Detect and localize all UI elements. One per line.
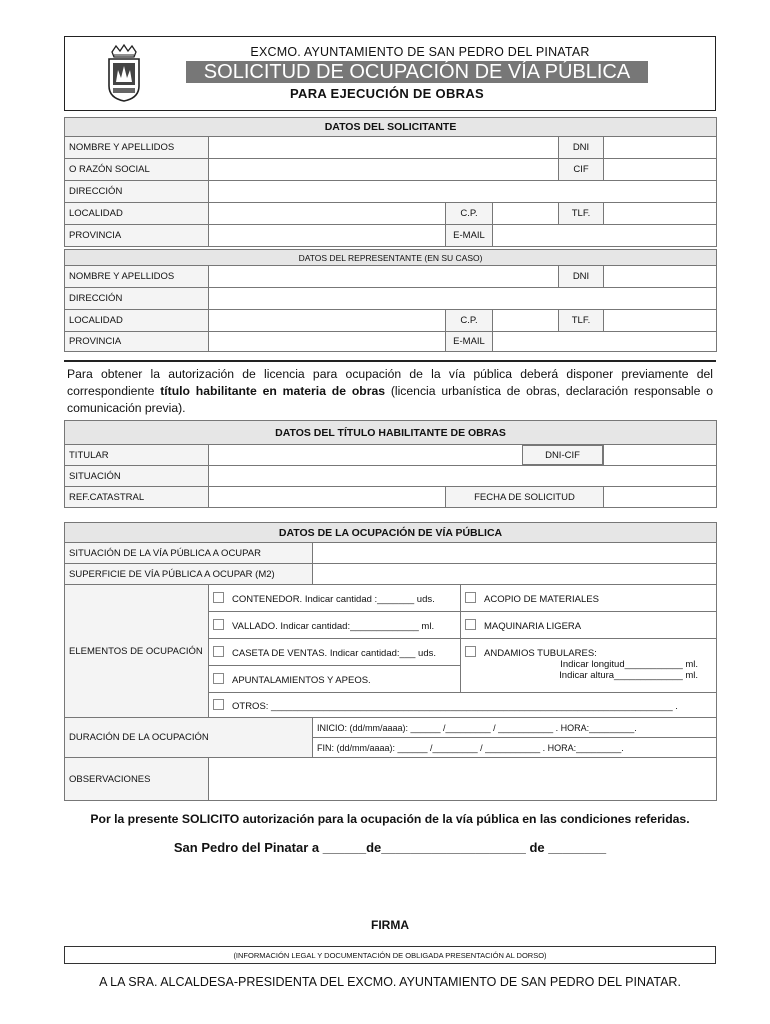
otros-option[interactable] [209, 693, 717, 718]
maquinaria-option[interactable] [461, 612, 717, 639]
rep-email-label: E-MAIL [446, 332, 493, 352]
rep-nombre-field[interactable] [209, 266, 559, 288]
paragraph-text: Para obtener la autorización de licencia para ocupación de la vía pública deberá disponer previamente del correspondiente [67, 367, 713, 398]
rep-provincia-field[interactable] [209, 332, 446, 352]
cp-label: C.P. [446, 203, 493, 225]
longitud-line[interactable]: Indicar longitud___________ ml. [560, 659, 699, 670]
direccion-field[interactable] [209, 181, 717, 203]
apuntalamientos-label: APUNTALAMIENTOS Y APEOS. [232, 674, 371, 686]
ocupacion-heading: DATOS DE LA OCUPACIÓN DE VÍA PÚBLICA [65, 523, 717, 543]
fin-field[interactable]: FIN: (dd/mm/aaaa): ______ /_________ / ___________ . HORA:_________. [313, 738, 717, 758]
legal-info-box: (INFORMACIÓN LEGAL Y DOCUMENTACIÓN DE OBLIGADA PRESENTACIÓN AL DORSO) [64, 946, 716, 964]
contenedor-option[interactable] [209, 585, 461, 612]
cif-field[interactable] [604, 159, 717, 181]
provincia-label: PROVINCIA [65, 225, 209, 247]
rep-direccion-label: DIRECCIÓN [65, 288, 209, 310]
rep-provincia-label: PROVINCIA [65, 332, 209, 352]
duracion-label: DURACIÓN DE LA OCUPACIÓN [65, 718, 313, 758]
checkbox-icon[interactable] [213, 619, 224, 630]
representante-table [64, 249, 717, 352]
refcat-field[interactable] [209, 487, 446, 508]
situacion-label: SITUACIÓN [65, 466, 209, 487]
dnicif-label: DNI-CIF [522, 445, 603, 465]
checkbox-icon[interactable] [465, 619, 476, 630]
email-label: E-MAIL [446, 225, 493, 247]
rep-dni-label: DNI [559, 266, 604, 288]
altura-line[interactable]: Indicar altura_____________ ml. [559, 670, 699, 681]
superficie-label: SUPERFICIE DE VÍA PÚBLICA A OCUPAR (M2) [65, 564, 313, 585]
dni-field[interactable] [604, 137, 717, 159]
observaciones-field[interactable] [209, 758, 717, 801]
localidad-label: LOCALIDAD [65, 203, 209, 225]
observaciones-label: OBSERVACIONES [65, 758, 209, 801]
checkbox-icon[interactable] [465, 646, 476, 657]
situacion-field[interactable] [209, 466, 717, 487]
otros-label: OTROS: ____________________________________________________________________________ . [232, 700, 678, 712]
rep-dni-field[interactable] [604, 266, 717, 288]
place-date-line[interactable]: San Pedro del Pinatar a ______de____________________ de ________ [173, 840, 607, 855]
rep-direccion-field[interactable] [209, 288, 717, 310]
situacion-via-label: SITUACIÓN DE LA VÍA PÚBLICA A OCUPAR [65, 543, 313, 564]
paragraph-text-end: (licencia urbanística de obras, declaración responsable o comunicación previa). [67, 384, 713, 415]
maquinaria-label: MAQUINARIA LIGERA [484, 620, 582, 632]
email-field[interactable] [493, 225, 717, 247]
solicitante-heading: DATOS DEL SOLICITANTE [65, 118, 717, 137]
razon-social-label: O RAZÓN SOCIAL [65, 159, 209, 181]
signature-label: FIRMA [371, 918, 409, 932]
representante-heading: DATOS DEL REPRESENTANTE (EN SU CASO) [65, 250, 717, 266]
situacion-via-field[interactable] [313, 543, 717, 564]
rep-email-field[interactable] [493, 332, 717, 352]
instructions-paragraph [67, 366, 713, 417]
elementos-label: ELEMENTOS DE OCUPACIÓN [65, 585, 209, 718]
paragraph-bold-text: título habilitante en materia de obras [160, 384, 386, 398]
ocupacion-table [64, 522, 717, 801]
nombre-label: NOMBRE Y APELLIDOS [65, 137, 209, 159]
rep-localidad-label: LOCALIDAD [65, 310, 209, 332]
andamios-option[interactable] [461, 639, 717, 693]
fecha-solicitud-label: FECHA DE SOLICITUD [446, 487, 604, 508]
page-title: SOLICITUD DE OCUPACIÓN DE VÍA PÚBLICA [186, 61, 648, 83]
cif-label: CIF [559, 159, 604, 181]
vallado-label: VALLADO. Indicar cantidad:_____________ ml. [232, 620, 435, 632]
rep-cp-label: C.P. [446, 310, 493, 332]
checkbox-icon[interactable] [213, 673, 224, 684]
checkbox-icon[interactable] [465, 592, 476, 603]
cp-field[interactable] [493, 203, 559, 225]
refcat-label: REF.CATASTRAL [65, 487, 209, 508]
solicito-statement: Por la presente SOLICITO autorización para la ocupación de la vía pública en las condiciones referidas. [90, 812, 690, 826]
inicio-field[interactable]: INICIO: (dd/mm/aaaa): ______ /_________ / ___________ . HORA:_________. [313, 718, 717, 738]
rep-cp-field[interactable] [493, 310, 559, 332]
titulo-table [64, 420, 717, 508]
municipal-crest-icon [104, 44, 144, 102]
page-subtitle: PARA EJECUCIÓN DE OBRAS [290, 86, 484, 101]
fecha-solicitud-field[interactable] [604, 487, 717, 508]
dni-label: DNI [559, 137, 604, 159]
localidad-field[interactable] [209, 203, 446, 225]
rep-tlf-label: TLF. [559, 310, 604, 332]
apuntalamientos-option[interactable] [209, 666, 461, 693]
rep-localidad-field[interactable] [209, 310, 446, 332]
acopio-option[interactable] [461, 585, 717, 612]
titular-label: TITULAR [65, 445, 209, 466]
checkbox-icon[interactable] [213, 592, 224, 603]
dnicif-field[interactable] [604, 445, 717, 466]
caseta-option[interactable] [209, 639, 461, 666]
contenedor-label: CONTENEDOR. Indicar cantidad :_______ uds. [232, 593, 435, 605]
tlf-field[interactable] [604, 203, 717, 225]
titulo-heading: DATOS DEL TÍTULO HABILITANTE DE OBRAS [65, 421, 717, 445]
checkbox-icon[interactable] [213, 646, 224, 657]
superficie-field[interactable] [313, 564, 717, 585]
divider [64, 360, 716, 362]
andamios-label: ANDAMIOS TUBULARES: [484, 648, 597, 659]
nombre-field[interactable] [209, 137, 559, 159]
acopio-label: ACOPIO DE MATERIALES [484, 593, 599, 605]
caseta-label: CASETA DE VENTAS. Indicar cantidad:___ uds. [232, 647, 436, 659]
direccion-label: DIRECCIÓN [65, 181, 209, 203]
razon-social-field[interactable] [209, 159, 559, 181]
checkbox-icon[interactable] [213, 699, 224, 710]
solicitante-table [64, 117, 717, 247]
provincia-field[interactable] [209, 225, 446, 247]
rep-nombre-label: NOMBRE Y APELLIDOS [65, 266, 209, 288]
vallado-option[interactable] [209, 612, 461, 639]
organization-name: EXCMO. AYUNTAMIENTO DE SAN PEDRO DEL PINATAR [250, 45, 590, 59]
addressee: A LA SRA. ALCALDESA-PRESIDENTA DEL EXCMO. AYUNTAMIENTO DE SAN PEDRO DEL PINATAR. [99, 975, 681, 989]
tlf-label: TLF. [559, 203, 604, 225]
rep-tlf-field[interactable] [604, 310, 717, 332]
